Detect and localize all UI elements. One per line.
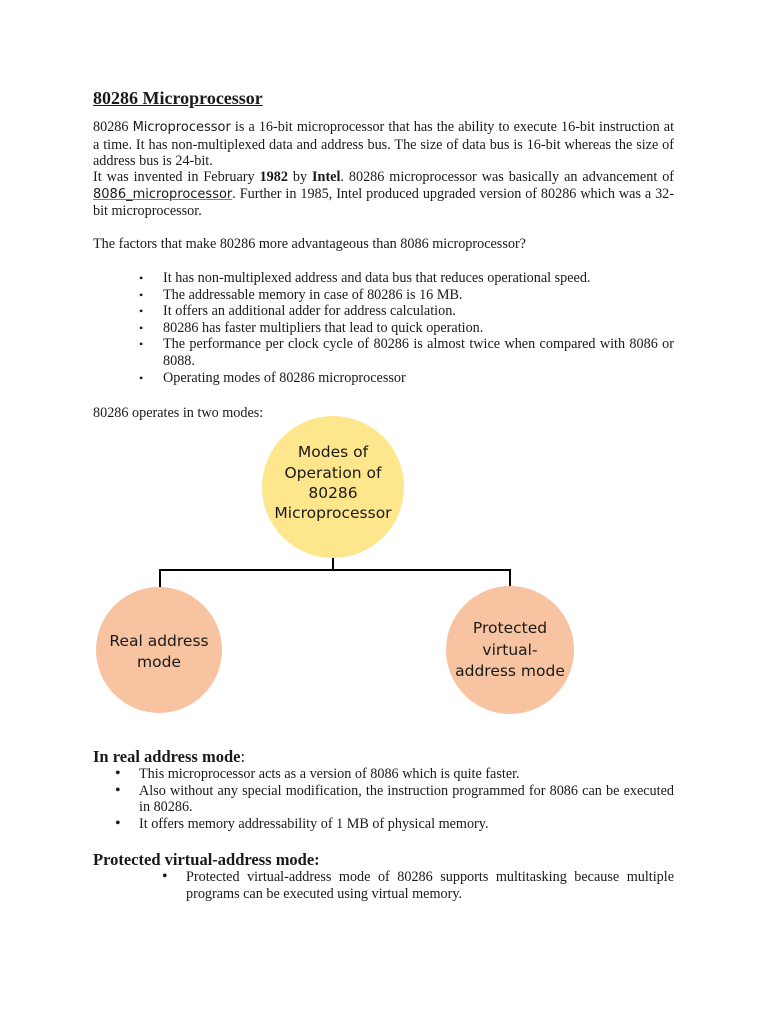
- list-item: • It offers memory addressability of 1 MB of physical memory.: [139, 816, 674, 833]
- root-node-line: Modes of: [297, 443, 369, 461]
- list-item: • It has non-multiplexed address and data bus that reduces operational speed.: [163, 270, 674, 287]
- page-title: 80286 Microprocessor: [93, 88, 263, 108]
- invented-year: 1982: [259, 169, 288, 185]
- list-item: • 80286 has faster multipliers that lead to quick operation.: [163, 320, 674, 337]
- protected-mode-node-line: address mode: [455, 662, 565, 680]
- advancement-text: . 80286 microprocessor was basically an advancement of: [340, 169, 675, 185]
- intro-text: is a 16-bit microprocessor that has the ability to execute 16-bit instruction at a time. It has non-multiplexed data and address bus. The size of data bus is 16-bit whereas the size of address bus is 24-bit.: [93, 119, 675, 170]
- real-mode-heading: [93, 747, 245, 767]
- list-item: • Protected virtual-address mode of 80286 supports multitasking because multiple programs can be executed using virtual memory.: [186, 869, 674, 902]
- root-node-line: 80286: [308, 484, 358, 502]
- protected-mode-list: [186, 869, 674, 902]
- list-item: • It offers an additional adder for address calculation.: [163, 303, 674, 320]
- upgrade-text: . Further in 1985, Intel produced upgraded version of 80286 which was a 32-bit microprocessor.: [93, 185, 674, 220]
- real-mode-node-line: Real address: [109, 632, 209, 650]
- list-item: • The performance per clock cycle of 80286 is almost twice when compared with 8086 or 8088.: [163, 336, 674, 369]
- root-node-line: Operation of: [284, 464, 382, 482]
- 8086-link[interactable]: 8086_microprocessor: [93, 186, 233, 202]
- real-mode-heading-text: In real address mode: [93, 747, 241, 766]
- protected-mode-node-line: virtual-: [482, 641, 538, 659]
- real-mode-node-circle: [96, 587, 222, 713]
- list-item: • Operating modes of 80286 microprocessor: [163, 370, 674, 387]
- list-item: • Also without any special modification, the instruction programmed for 8086 can be executed in 80286.: [139, 783, 674, 816]
- intro-term: Microprocessor: [132, 120, 231, 135]
- invented-by: by: [292, 169, 308, 185]
- real-mode-list: [139, 766, 674, 832]
- protected-mode-heading: Protected virtual-address mode:: [93, 850, 320, 869]
- factors-question: The factors that make 80286 more advantageous than 8086 microprocessor?: [93, 236, 526, 252]
- invented-text: It was invented in February: [93, 169, 255, 185]
- invented-company: Intel: [312, 169, 341, 185]
- intro-number: 80286: [93, 119, 129, 135]
- modes-intro: 80286 operates in two modes:: [93, 405, 264, 421]
- real-mode-node-line: mode: [137, 653, 181, 671]
- list-item: • This microprocessor acts as a version of 8086 which is quite faster.: [139, 766, 674, 783]
- protected-mode-node-line: Protected: [472, 619, 548, 637]
- real-mode-heading-colon: :: [240, 747, 246, 766]
- root-node-line: Microprocessor: [274, 504, 392, 522]
- list-item: • The addressable memory in case of 80286 is 16 MB.: [163, 287, 674, 304]
